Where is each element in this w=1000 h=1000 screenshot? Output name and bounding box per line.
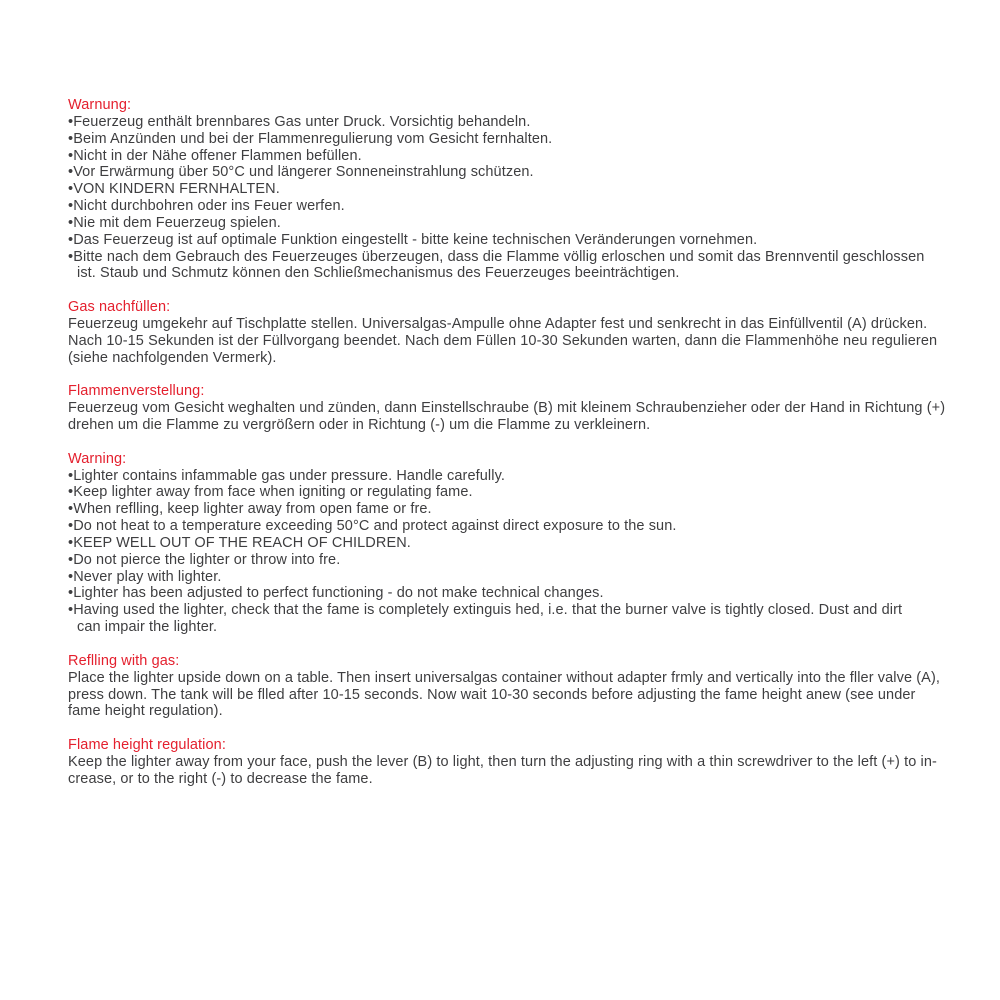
text-line: • Lighter contains infammable gas under pressure. Handle carefully. — [68, 468, 948, 485]
bullet-item — [68, 602, 948, 636]
text-line: Nach 10-15 Sekunden ist der Füllvorgang beendet. Nach dem Füllen 10-30 Sekunden warten, dann die Flammenhöhe neu regulieren — [68, 332, 938, 349]
bullet-item — [68, 552, 948, 569]
text-line: • Feuerzeug enthält brennbares Gas unter Druck. Vorsichtig behandeln. — [68, 114, 948, 131]
text-line: • Bitte nach dem Gebrauch des Feuerzeuges überzeugen, dass die Flamme völlig erloschen und somit das Brennventil geschlossen — [68, 249, 948, 266]
text-line: • Keep lighter away from face when igniting or regulating fame. — [68, 484, 948, 501]
text-line: • Beim Anzünden und bei der Flammenregulierung vom Gesicht fernhalten. — [68, 131, 948, 148]
text-line: • Do not heat to a temperature exceeding 50°C and protect against direct exposure to the sun. — [68, 518, 948, 535]
bullet-item — [68, 198, 948, 215]
text-line: • Lighter has been adjusted to perfect functioning - do not make technical changes. — [68, 585, 948, 602]
bullet-item — [68, 518, 948, 535]
bullet-item — [68, 535, 948, 552]
paragraph — [68, 316, 948, 367]
text-line: • Das Feuerzeug ist auf optimale Funktion eingestellt - bitte keine technischen Veränderungen vornehmen. — [68, 232, 948, 249]
instruction-section — [68, 653, 948, 720]
paragraph — [68, 400, 948, 434]
section-heading: Warning: — [68, 450, 127, 467]
paragraph — [68, 754, 948, 788]
text-line: drehen um die Flamme zu vergrößern oder in Richtung (-) um die Flamme zu verkleinern. — [68, 417, 651, 434]
instruction-section — [68, 383, 948, 434]
text-line: Place the lighter upside down on a table. Then insert universalgas container without adapter frmly and vertically into the fller valve (A), — [68, 669, 941, 686]
section-heading: Gas nachfüllen: — [68, 299, 171, 316]
section-heading: Reflling with gas: — [68, 652, 180, 669]
bullet-item — [68, 181, 948, 198]
section-heading: Warnung: — [68, 97, 132, 113]
text-line: Keep the lighter away from your face, push the lever (B) to light, then turn the adjusting ring with a thin screwdriver to the left (+) to in- — [68, 753, 937, 770]
bullet-item — [68, 249, 948, 283]
text-line: can impair the lighter. — [77, 619, 218, 636]
text-line: • KEEP WELL OUT OF THE REACH OF CHILDREN. — [68, 535, 948, 552]
text-line: press down. The tank will be flled after 10-15 seconds. Now wait 10-30 seconds before adjusting the fame height anew (see under — [68, 686, 916, 703]
text-line: • Nie mit dem Feuerzeug spielen. — [68, 215, 948, 232]
bullet-item — [68, 569, 948, 586]
text-line: crease, or to the right (-) to decrease the fame. — [68, 770, 373, 787]
instruction-section — [68, 299, 948, 366]
section-body — [68, 114, 948, 282]
text-line: • Having used the lighter, check that the fame is completely extinguis hed, i.e. that the burner valve is tightly closed. Dust and dirt — [68, 602, 948, 619]
text-line: (siehe nachfolgenden Vermerk). — [68, 349, 277, 366]
section-body — [68, 468, 948, 636]
instruction-section — [68, 451, 948, 636]
bullet-item — [68, 501, 948, 518]
text-line: • Do not pierce the lighter or throw into fre. — [68, 552, 948, 569]
instruction-document — [68, 97, 948, 804]
section-body — [68, 670, 948, 721]
instruction-section — [68, 737, 948, 788]
section-body — [68, 754, 948, 788]
text-line: • Vor Erwärmung über 50°C und längerer Sonneneinstrahlung schützen. — [68, 164, 948, 181]
text-line: fame height regulation). — [68, 703, 223, 720]
text-line: • Nicht in der Nähe offener Flammen befüllen. — [68, 148, 948, 165]
paragraph — [68, 670, 948, 721]
text-line: Feuerzeug vom Gesicht weghalten und zünden, dann Einstellschraube (B) mit kleinem Schraubenzieher oder der Hand in Richtung (+) — [68, 400, 946, 417]
bullet-item — [68, 215, 948, 232]
text-line: • Nicht durchbohren oder ins Feuer werfen. — [68, 198, 948, 215]
text-line: Feuerzeug umgekehr auf Tischplatte stellen. Universalgas-Ampulle ohne Adapter fest und senkrecht in das Einfüllventil (A) drücken. — [68, 315, 928, 332]
text-line: ist. Staub und Schmutz können den Schließmechanismus des Feuerzeuges beeinträchtigen. — [77, 265, 680, 282]
text-line: • When reflling, keep lighter away from open fame or fre. — [68, 501, 948, 518]
bullet-item — [68, 131, 948, 148]
section-body — [68, 400, 948, 434]
bullet-item — [68, 484, 948, 501]
text-line: • VON KINDERN FERNHALTEN. — [68, 181, 948, 198]
text-line: • Never play with lighter. — [68, 569, 948, 586]
bullet-item — [68, 148, 948, 165]
bullet-item — [68, 164, 948, 181]
section-heading: Flammenverstellung: — [68, 383, 205, 400]
section-heading: Flame height regulation: — [68, 737, 226, 754]
bullet-item — [68, 232, 948, 249]
bullet-item — [68, 468, 948, 485]
section-body — [68, 316, 948, 367]
bullet-item — [68, 585, 948, 602]
instruction-section — [68, 97, 948, 282]
bullet-item — [68, 114, 948, 131]
